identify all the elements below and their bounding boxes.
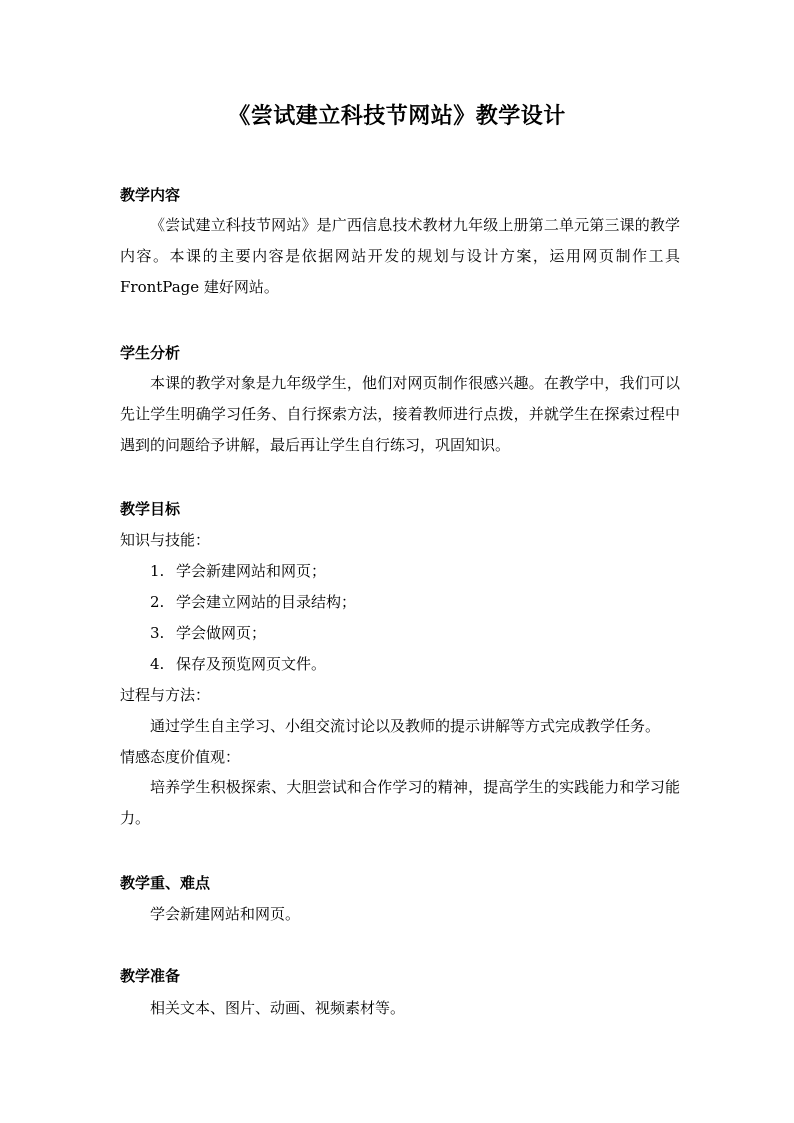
section-heading-preparation: 教学准备 xyxy=(120,967,181,985)
document-title: 《尝试建立科技节网站》教学设计 xyxy=(228,103,566,129)
preparation-text: 相关文本、图片、动画、视频素材等。 xyxy=(150,999,406,1017)
section-paragraph-content: 《尝试建立科技节网站》是广西信息技术教材九年级上册第二单元第三课的教学内容。本课的主要内容是依据网站开发的规划与设计方案，运用网页制作工具 FrontPage 建好网站。 xyxy=(120,216,680,296)
keypoints-text: 学会新建网站和网页。 xyxy=(150,905,301,923)
knowledge-item-text: 学会建立网站的目录结构； xyxy=(176,593,357,611)
attitude-text: 培养学生积极探索、大胆尝试和合作学习的精神，提高学生的实践能力和学习能力。 xyxy=(120,778,680,827)
knowledge-item-number: 3. xyxy=(150,624,165,642)
section-heading-goals: 教学目标 xyxy=(120,500,181,518)
process-text: 通过学生自主学习、小组交流讨论以及教师的提示讲解等方式完成教学任务。 xyxy=(150,717,661,735)
section-heading-students: 学生分析 xyxy=(120,344,181,362)
knowledge-item xyxy=(150,560,326,582)
section-heading-content: 教学内容 xyxy=(120,186,181,204)
section-paragraph-students: 本课的教学对象是九年级学生，他们对网页制作很感兴趣。在教学中，我们可以先让学生明确学习任务、自行探索方法，接着教师进行点拨，并就学生在探索过程中遇到的问题给予讲解，最后再让学生自行练习，巩固知识。 xyxy=(120,374,680,454)
knowledge-item xyxy=(150,622,266,644)
knowledge-item-text: 学会新建网站和网页； xyxy=(176,562,327,580)
knowledge-item-number: 4. xyxy=(150,655,165,673)
knowledge-item-number: 2. xyxy=(150,593,165,611)
attitude-label: 情感态度价值观： xyxy=(120,748,241,766)
knowledge-item xyxy=(150,591,356,613)
knowledge-item-text: 保存及预览网页文件。 xyxy=(176,655,327,673)
knowledge-item-text: 学会做网页； xyxy=(176,624,267,642)
knowledge-item xyxy=(150,653,326,675)
knowledge-label: 知识与技能： xyxy=(120,531,211,549)
process-label: 过程与方法： xyxy=(120,686,211,704)
section-heading-keypoints: 教学重、难点 xyxy=(120,874,211,892)
knowledge-item-number: 1. xyxy=(150,562,165,580)
